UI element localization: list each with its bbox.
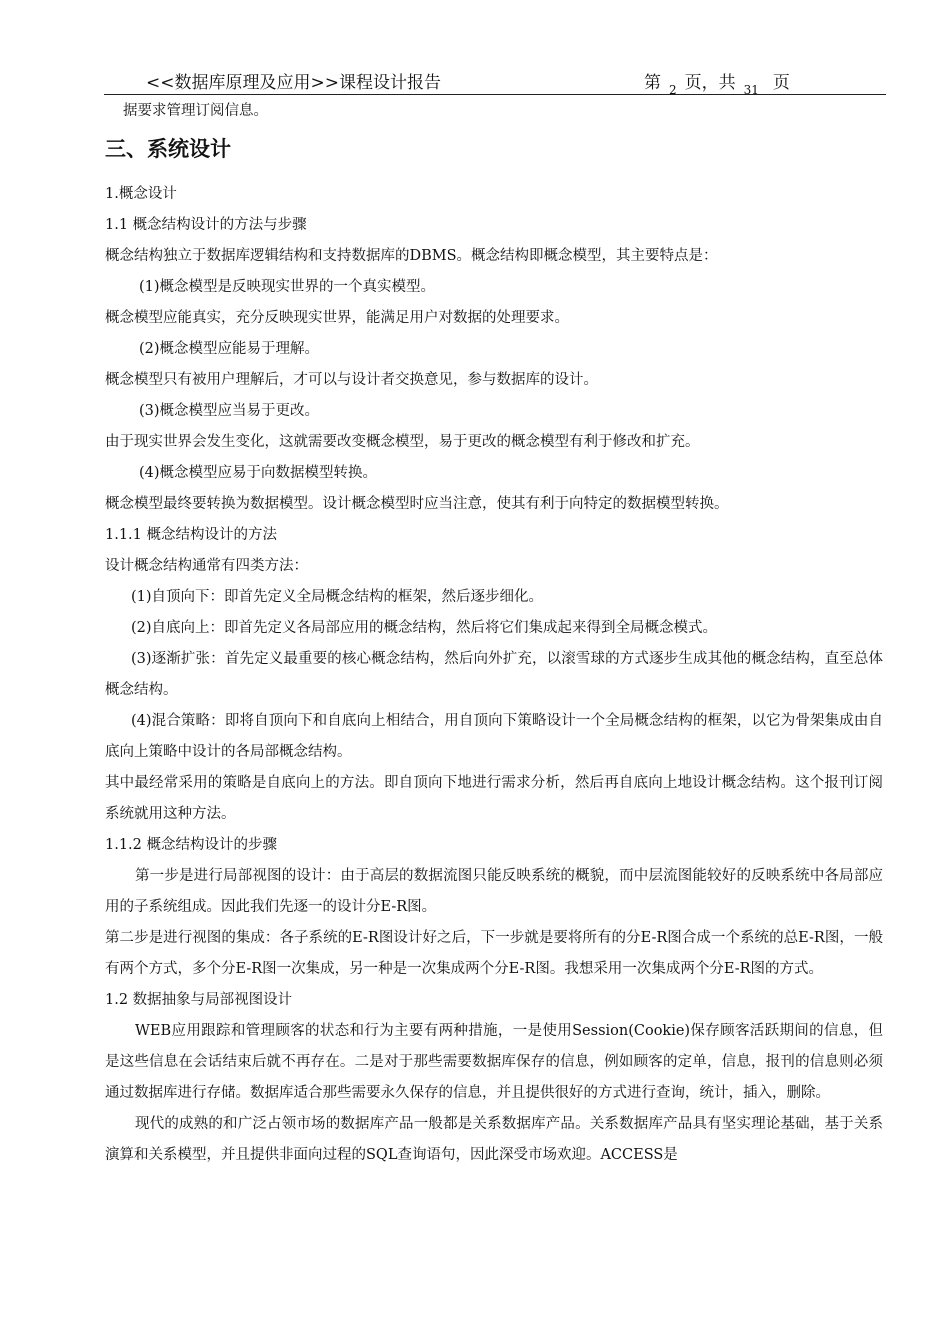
page-label-prefix: 第 bbox=[644, 73, 661, 93]
page-current: 2 bbox=[669, 83, 677, 97]
paragraph: 由于现实世界会发生变化，这就需要改变概念模型，易于更改的概念模型有利于修改和扩充。 bbox=[105, 434, 700, 450]
paragraph: 设计概念结构通常有四类方法： bbox=[105, 558, 308, 574]
feature-item: (4)概念模型应易于向数据模型转换。 bbox=[139, 465, 378, 481]
method-item: (3)逐渐扩张：首先定义最重要的核心概念结构，然后向外扩充，以滚雪球的方式逐步生成其他的概念结构，直至总体概念结构。 bbox=[105, 651, 883, 698]
section-title: 三、系统设计 bbox=[105, 136, 231, 161]
heading-1-1-2: 1.1.2 概念结构设计的步骤 bbox=[105, 837, 278, 853]
report-title: <<数据库原理及应用>>课程设计报告 bbox=[146, 73, 441, 93]
feature-item: (1)概念模型是反映现实世界的一个真实模型。 bbox=[139, 279, 436, 295]
feature-item: (3)概念模型应当易于更改。 bbox=[139, 403, 320, 419]
page-label-suffix: 页 bbox=[772, 73, 790, 93]
paragraph: 概念模型应能真实，充分反映现实世界，能满足用户对数据的处理要求。 bbox=[105, 310, 569, 326]
paragraph: 概念模型最终要转换为数据模型。设计概念模型时应当注意，使其有利于向特定的数据模型转换。 bbox=[105, 496, 729, 512]
page-indicator bbox=[644, 68, 790, 97]
method-item: (2)自底向上：即首先定义各局部应用的概念结构，然后将它们集成起来得到全局概念模式。 bbox=[131, 620, 718, 636]
heading-1-1: 1.1 概念结构设计的方法与步骤 bbox=[105, 217, 307, 233]
page-label-middle: 页，共 bbox=[684, 73, 736, 93]
paragraph: 其中最经常采用的策略是自底向上的方法。即自顶向下地进行需求分析，然后再自底向上地设计概念结构。这个报刊订阅系统就用这种方法。 bbox=[105, 775, 883, 822]
heading-1-1-1: 1.1.1 概念结构设计的方法 bbox=[105, 527, 278, 543]
paragraph: 概念模型只有被用户理解后，才可以与设计者交换意见，参与数据库的设计。 bbox=[105, 372, 598, 388]
method-item: (4)混合策略：即将自顶向下和自底向上相结合，用自顶向下策略设计一个全局概念结构的框架，以它为骨架集成由自底向上策略中设计的各局部概念结构。 bbox=[105, 713, 883, 760]
document-body bbox=[105, 96, 883, 1171]
paragraph: WEB应用跟踪和管理顾客的状态和行为主要有两种措施，一是使用Session(Cookie)保存顾客活跃期间的信息，但是这些信息在会话结束后就不再存在。二是对于那些需要数据库保存的信息，例如顾客的定单，信息，报刊的信息则必须通过数据库进行存储。数据库适合那些需要永久保存的信息，并且提供很好的方式进行查询，统计，插入，删除。 bbox=[105, 1023, 883, 1101]
paragraph: 现代的成熟的和广泛占领市场的数据库产品一般都是关系数据库产品。关系数据库产品具有坚实理论基础，基于关系演算和关系模型，并且提供非面向过程的SQL查询语句，因此深受市场欢迎。ACCESS是 bbox=[105, 1116, 883, 1163]
heading-1-2: 1.2 数据抽象与局部视图设计 bbox=[105, 992, 293, 1008]
paragraph: 第二步是进行视图的集成：各子系统的E-R图设计好之后，下一步就是要将所有的分E-R图合成一个系统的总E-R图，一般有两个方式，多个分E-R图一次集成，另一种是一次集成两个分E-R图。我想采用一次集成两个分E-R图的方式。 bbox=[105, 930, 883, 977]
page-header bbox=[104, 64, 886, 95]
paragraph: 第一步是进行局部视图的设计：由于高层的数据流图只能反映系统的概貌，而中层流图能较好的反映系统中各局部应用的子系统组成。因此我们先逐一的设计分E-R图。 bbox=[105, 868, 883, 915]
page-total: 31 bbox=[743, 83, 759, 97]
paragraph: 概念结构独立于数据库逻辑结构和支持数据库的DBMS。概念结构即概念模型，其主要特点是： bbox=[105, 248, 718, 264]
intro-tail: 据要求管理订阅信息。 bbox=[123, 103, 268, 119]
heading-concept-design: 1.概念设计 bbox=[105, 186, 177, 202]
method-item: (1)自顶向下：即首先定义全局概念结构的框架，然后逐步细化。 bbox=[131, 589, 544, 605]
feature-item: (2)概念模型应能易于理解。 bbox=[139, 341, 320, 357]
